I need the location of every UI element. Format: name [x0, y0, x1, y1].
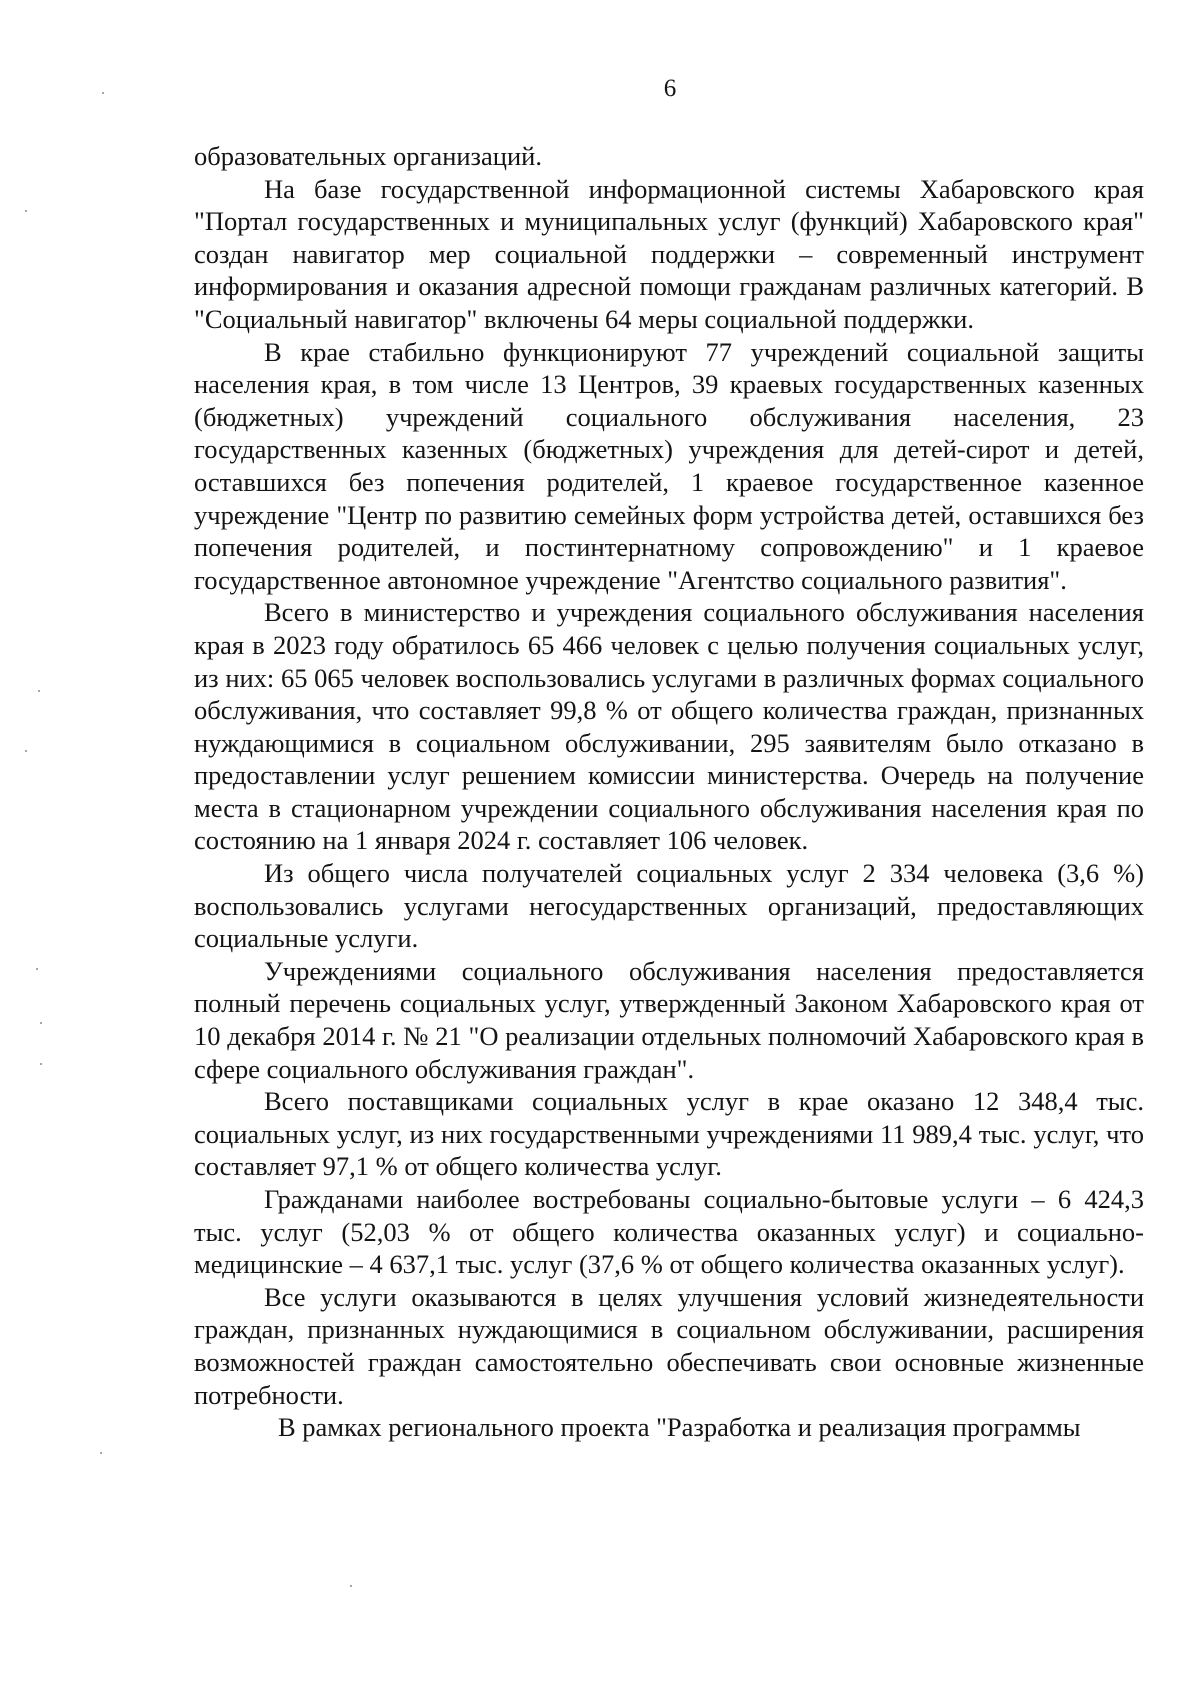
scan-speck	[100, 1452, 102, 1454]
scan-speck	[102, 92, 104, 94]
scan-speck	[40, 1022, 42, 1024]
page-number: 6	[663, 75, 677, 102]
paragraph-applications: Всего в министерство и учреждения социального обслуживания населения края в 2023 году обратилось 65 466 человек с целью получения социальных услуг, из них: 65 065 человек воспользовались услугами в различных формах социального обслуживания, что составляет 99,8 % от общего количества граждан, признанных нуждающимися в социальном обслуживании, 295 заявителям было отказано в предоставлении услуг решением комиссии министерства. Очередь на получение места в стационарном учреждении социального обслуживания населения края по состоянию на 1 января 2024 г. составляет 106 человек.	[194, 597, 1144, 856]
scan-speck	[25, 750, 27, 752]
scan-speck	[40, 1063, 42, 1065]
scan-speck	[25, 210, 27, 212]
scan-speck	[38, 690, 40, 692]
paragraph-services-total: Всего поставщиками социальных услуг в крае оказано 12 348,4 тыс. социальных услуг, из них государственными учреждениями 11 989,4 тыс. услуг, что составляет 97,1 % от общего количества услуг.	[194, 1086, 1144, 1182]
paragraph-regional-project: В рамках регионального проекта "Разработка и реализация программы	[278, 1412, 1081, 1443]
paragraph-continuation: образовательных организаций.	[194, 141, 542, 171]
paragraph-services-list: Учреждениями социального обслуживания населения предоставляется полный перечень социальных услуг, утвержденный Законом Хабаровского края от 10 декабря 2014 г. № 21 "О реализации отдельных полномочий Хабаровского края в сфере социального обслуживания граждан".	[194, 955, 1144, 1084]
scan-speck	[36, 968, 38, 970]
document-body	[194, 140, 1144, 1444]
paragraph-demanded-services: Гражданами наиболее востребованы социально-бытовые услуги – 6 424,3 тыс. услуг (52,03 % от общего количества оказанных услуг) и социально-медицинские – 4 637,1 тыс. услуг (37,6 % от общего количества оказанных услуг).	[194, 1184, 1144, 1280]
paragraph-services-purpose: Все услуги оказываются в целях улучшения условий жизнедеятельности граждан, признанных нуждающимися в социальном обслуживании, расширения возможностей граждан самостоятельно обеспечивать свои основные жизненные потребности.	[194, 1281, 1144, 1410]
paragraph-non-state-providers: Из общего числа получателей социальных услуг 2 334 человека (3,6 %) воспользовались услугами негосударственных организаций, предоставляющих социальные услуги.	[194, 858, 1144, 954]
paragraph-institutions: В крае стабильно функционируют 77 учреждений социальной защиты населения края, в том числе 13 Центров, 39 краевых государственных казенных (бюджетных) учреждений социального обслуживания населения, 23 государственных казенных (бюджетных) учреждения для детей-сирот и детей, оставшихся без попечения родителей, 1 краевое государственное казенное учреждение "Центр по развитию семейных форм устройства детей, оставшихся без попечения родителей, и постинтернатному сопровождению" и 1 краевое государственное автономное учреждение "Агентство социального развития".	[194, 336, 1144, 595]
paragraph-social-navigator: На базе государственной информационной системы Хабаровского края "Портал государственных и муниципальных услуг (функций) Хабаровского края" создан навигатор мер социальной поддержки – современный инструмент информирования и оказания адресной помощи гражданам различных категорий. В "Социальный навигатор" включены 64 меры социальной поддержки.	[194, 173, 1144, 334]
scan-speck	[350, 1585, 352, 1587]
